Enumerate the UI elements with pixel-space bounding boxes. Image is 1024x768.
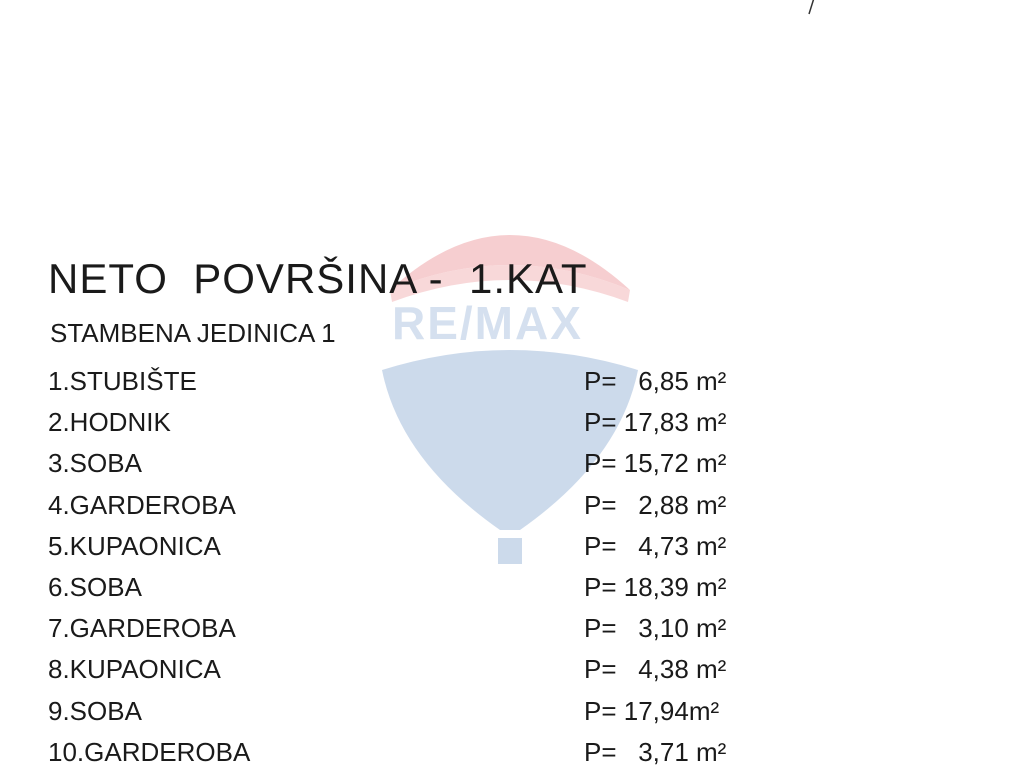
room-name: 10.GARDEROBA <box>48 736 251 767</box>
room-area: P= 17,94m² <box>584 695 720 726</box>
room-name: 2.HODNIK <box>48 407 171 438</box>
list-item <box>48 531 768 572</box>
room-name: 8.KUPAONICA <box>48 654 221 685</box>
page-title: NETO POVRŠINA - 1.KAT <box>48 255 588 302</box>
remax-logo-text: RE/MAX <box>392 297 583 349</box>
room-name: 5.KUPAONICA <box>48 530 221 561</box>
room-name: 6.SOBA <box>48 571 142 602</box>
room-area: P= 6,85 m² <box>584 366 727 396</box>
room-area: P= 18,39 m² <box>584 571 727 602</box>
list-item <box>48 448 768 489</box>
room-name: 9.SOBA <box>48 695 142 726</box>
room-area: P= 3,71 m² <box>584 736 727 767</box>
list-item <box>48 572 768 613</box>
list-item <box>48 654 768 695</box>
corner-mark <box>806 0 818 16</box>
room-name: 3.SOBA <box>48 448 142 479</box>
room-area: P= 15,72 m² <box>584 448 727 479</box>
room-area: P= 17,83 m² <box>584 407 727 438</box>
room-name: 7.GARDEROBA <box>48 613 236 644</box>
list-item <box>48 490 768 531</box>
room-area: P= 4,73 m² <box>584 530 727 561</box>
list-item <box>48 407 768 448</box>
room-list <box>48 366 768 768</box>
room-area: P= 3,10 m² <box>584 613 727 644</box>
room-name: 4.GARDEROBA <box>48 489 236 520</box>
list-item <box>48 696 768 737</box>
room-area: P= 2,88 m² <box>584 489 727 520</box>
list-item <box>48 737 768 768</box>
room-area: P= 4,38 m² <box>584 654 727 685</box>
page-subtitle: STAMBENA JEDINICA 1 <box>50 318 336 348</box>
list-item <box>48 613 768 654</box>
room-name: 1.STUBIŠTE <box>48 366 197 396</box>
list-item <box>48 366 768 407</box>
